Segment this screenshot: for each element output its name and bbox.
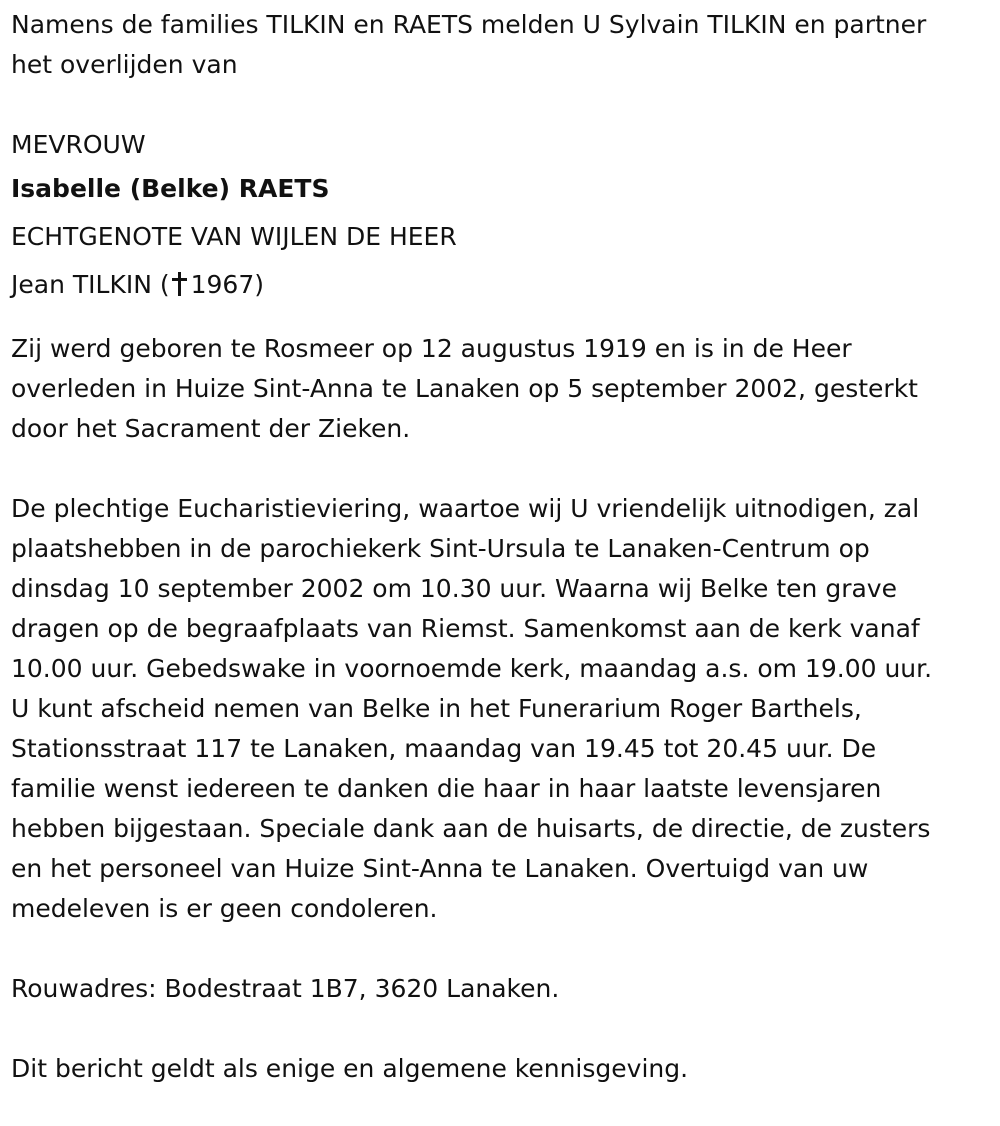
spacer <box>11 309 991 329</box>
spouse-line <box>11 261 991 309</box>
spouse-name: Jean TILKIN ( <box>11 270 170 299</box>
intro-line-1: Namens de families TILKIN en RAETS melden U Sylvain TILKIN en partner <box>11 10 927 39</box>
ceremony-line-11: medeleven is er geen condoleren. <box>11 894 438 923</box>
birth-paragraph <box>11 329 991 449</box>
birth-line-1: Zij werd geboren te Rosmeer op 12 augustus 1919 en is in de Heer <box>11 334 852 363</box>
ceremony-line-10: en het personeel van Huize Sint-Anna te Lanaken. Overtuigd van uw <box>11 854 869 883</box>
deceased-name: Isabelle (Belke) RAETS <box>11 174 330 203</box>
ceremony-line-2: plaatshebben in de parochiekerk Sint-Ursula te Lanaken-Centrum op <box>11 534 870 563</box>
spouse-death-year: 1967) <box>190 270 264 299</box>
deceased-title: MEVROUW <box>11 130 146 159</box>
ceremony-line-4: dragen op de begraafplaats van Riemst. Samenkomst aan de kerk vanaf <box>11 614 920 643</box>
ceremony-line-6: U kunt afscheid nemen van Belke in het Funerarium Roger Barthels, <box>11 694 862 723</box>
deceased-block <box>11 125 991 309</box>
ceremony-paragraph <box>11 489 991 929</box>
spacer <box>11 85 991 125</box>
ceremony-line-1: De plechtige Eucharistieviering, waartoe wij U vriendelijk uitnodigen, zal <box>11 494 920 523</box>
ceremony-line-7: Stationsstraat 117 te Lanaken, maandag van 19.45 tot 20.45 uur. De <box>11 734 877 763</box>
ceremony-line-8: familie wenst iedereen te danken die haar in haar laatste levensjaren <box>11 774 882 803</box>
spacer <box>11 449 991 489</box>
mourning-address: Rouwadres: Bodestraat 1B7, 3620 Lanaken. <box>11 974 560 1003</box>
cross-icon <box>171 272 189 296</box>
intro-paragraph <box>11 5 991 85</box>
birth-line-3: door het Sacrament der Zieken. <box>11 414 411 443</box>
death-notice <box>11 5 991 1089</box>
deceased-relation: ECHTGENOTE VAN WIJLEN DE HEER <box>11 222 457 251</box>
birth-line-2: overleden in Huize Sint-Anna te Lanaken op 5 september 2002, gesterkt <box>11 374 918 403</box>
ceremony-line-9: hebben bijgestaan. Speciale dank aan de huisarts, de directie, de zusters <box>11 814 931 843</box>
closing-statement: Dit bericht geldt als enige en algemene kennisgeving. <box>11 1054 689 1083</box>
ceremony-line-3: dinsdag 10 september 2002 om 10.30 uur. Waarna wij Belke ten grave <box>11 574 897 603</box>
spacer <box>11 1009 991 1049</box>
spacer <box>11 929 991 969</box>
intro-line-2: het overlijden van <box>11 50 238 79</box>
ceremony-line-5: 10.00 uur. Gebedswake in voornoemde kerk, maandag a.s. om 19.00 uur. <box>11 654 933 683</box>
